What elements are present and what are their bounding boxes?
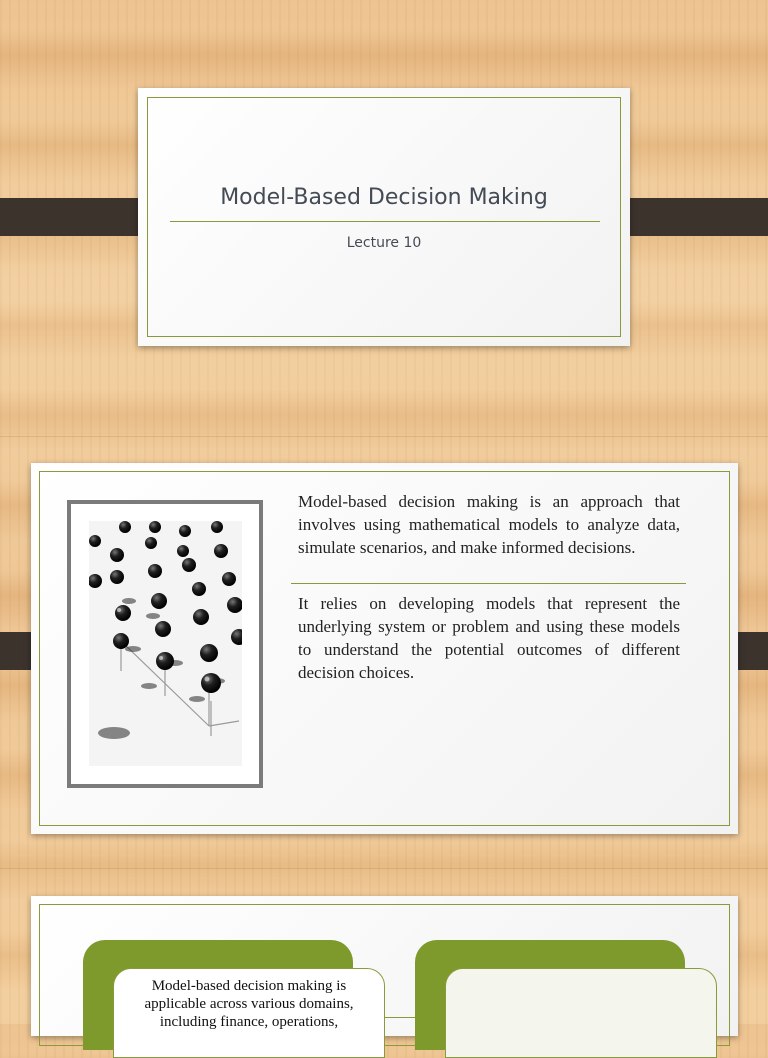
text-box-left[interactable] [113,968,385,1058]
box-text-left: Model-based decision making is applicable across various domains, including finance, operations, [144,978,354,1030]
text-box-right[interactable] [445,968,717,1058]
image-frame [67,500,263,788]
title-divider [170,221,600,222]
diagram-slide[interactable] [31,896,738,1036]
wood-seam [0,868,768,869]
pushpin-network-icon [89,521,242,766]
strap-right [612,198,768,236]
paragraph-1: Model-based decision making is an approach that involves using mathematical models to analyze data, simulate scenarios, and make informed decisions. [298,492,680,557]
strap-left [0,198,156,236]
slide-frame [147,97,621,337]
slide-subtitle: Lecture 10 [346,235,422,251]
content-slide[interactable] [31,463,738,834]
pushpin-network-image [89,521,242,766]
paragraph-2: It relies on developing models that represent the underlying system or problem and using these models to understand the potential outcomes of different decision choices. [298,594,680,682]
wood-seam [0,436,768,437]
title-slide[interactable] [138,88,630,346]
paragraph-divider [291,583,686,584]
slide-title: Model-Based Decision Making [220,185,548,210]
connector-line [385,1017,415,1018]
